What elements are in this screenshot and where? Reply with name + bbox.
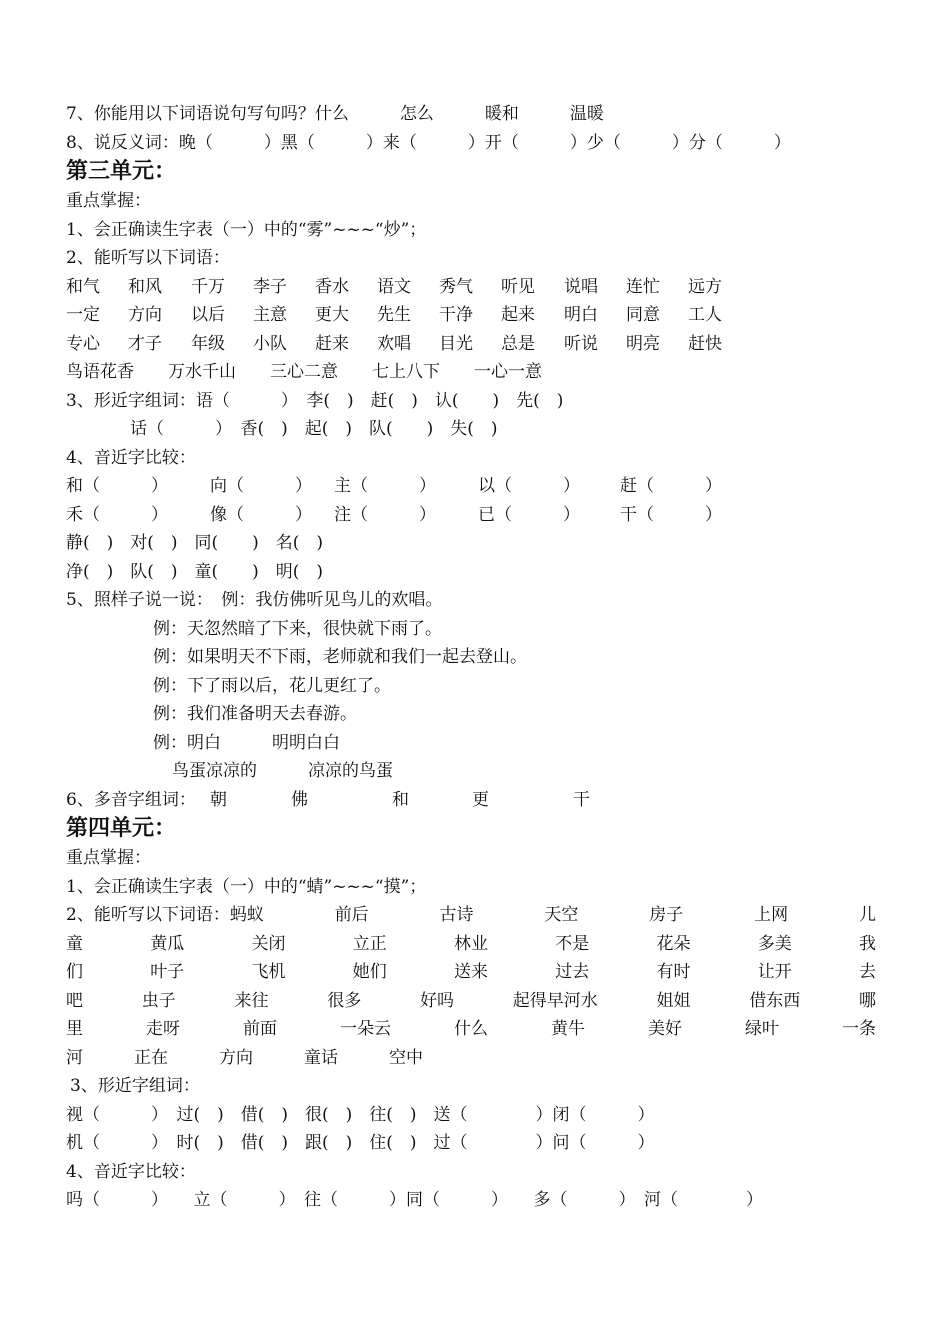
- compare-cell: 干（ ）: [620, 504, 722, 525]
- unit3-item1: 1、会正确读生字表（一）中的“雾”~~~“炒”；: [66, 219, 427, 240]
- unit3-item5: 5、照样子说一说： 例：我仿佛听见鸟儿的欢唱。: [66, 590, 443, 610]
- word: 让开: [757, 962, 792, 982]
- word: 明白: [564, 305, 598, 325]
- word: 天空: [544, 905, 579, 925]
- word: 主意: [253, 305, 287, 325]
- word: 欢唱: [377, 333, 411, 354]
- unit4-words-row3: [66, 958, 876, 987]
- unit3-item6: [66, 786, 876, 815]
- word: 香水: [315, 276, 349, 297]
- item6-label: 6、多音字组词：: [66, 789, 196, 810]
- word: 起来: [501, 305, 535, 325]
- word: 总是: [501, 333, 535, 354]
- unit3-words-row1: [66, 273, 876, 302]
- unit3-item4: 4、音近字比较：: [66, 447, 196, 468]
- word: 里: [66, 1019, 83, 1039]
- compare-cell: 像（ ）: [210, 504, 312, 525]
- unit4-focus: 重点掌握：: [66, 848, 151, 868]
- word: 一定: [66, 305, 100, 325]
- word: 2、能听写以下词语：蚂蚁: [66, 905, 264, 925]
- unit4-item3-row1: 视（ ） 过( ) 借( ) 很( ) 往( ) 送（ ）闭（ ）: [66, 1104, 655, 1125]
- word: 和风: [128, 276, 162, 297]
- unit3-example: 例：天忽然暗了下来，很快就下雨了。: [153, 618, 442, 639]
- unit3-example-last: 鸟蛋凉凉的 凉凉的鸟蛋: [172, 761, 393, 781]
- word: 听说: [564, 333, 598, 354]
- unit3-idioms: 鸟语花香 万水千山 三心二意 七上八下 一心一意: [66, 362, 542, 382]
- word: 秀气: [439, 276, 473, 297]
- word: 干净: [439, 305, 473, 325]
- word: 年级: [191, 333, 225, 354]
- word: 赶来: [315, 333, 349, 354]
- word: 李子: [253, 276, 287, 297]
- word: 飞机: [251, 962, 286, 982]
- word: 借东西: [749, 990, 801, 1011]
- unit3-example: 例：如果明天不下雨，老师就和我们一起去登山。: [153, 647, 527, 667]
- word: 小队: [253, 333, 287, 354]
- compare-cell: 以（ ）: [478, 476, 580, 496]
- word: 有时: [656, 962, 691, 982]
- word: 千万: [191, 276, 225, 297]
- unit4-item3-row2: 机（ ） 时( ) 借( ) 跟( ) 住( ) 过（ ）问（ ）: [66, 1133, 655, 1153]
- unit3-words-row3: [66, 330, 876, 359]
- word: 立正: [352, 933, 387, 954]
- unit4-item1: 1、会正确读生字表（一）中的“蜻”~~~“摸”；: [66, 876, 427, 897]
- unit3-example: 例：我们准备明天去春游。: [153, 704, 357, 724]
- word: 同意: [626, 305, 660, 325]
- word: 前面: [243, 1019, 277, 1039]
- word: 说唱: [564, 276, 598, 297]
- word: 绿叶: [745, 1019, 779, 1039]
- word: 前后: [334, 905, 369, 925]
- word: 走呀: [146, 1019, 180, 1039]
- unit3-item4-row3: 静( ) 对( ) 同( ) 名( ): [66, 533, 324, 553]
- unit3-example: 例：下了雨以后，花儿更红了。: [153, 675, 391, 696]
- compare-cell: 赶（ ）: [620, 476, 722, 496]
- unit4-item3: 3、形近字组词：: [70, 1076, 200, 1096]
- word: 花朵: [656, 933, 691, 954]
- word: 以后: [191, 305, 225, 325]
- unit4-title: 第四单元：: [66, 816, 177, 841]
- compare-cell: 向（ ）: [210, 476, 312, 496]
- polyphone-char: 佛: [291, 789, 308, 810]
- word: 和气: [66, 276, 100, 297]
- word: 听见: [501, 276, 535, 297]
- word: 语文: [377, 276, 411, 297]
- polyphone-char: 和: [392, 789, 409, 810]
- compare-cell: 和（ ）: [66, 476, 168, 496]
- polyphone-char: 朝: [210, 789, 227, 810]
- word: 什么: [454, 1019, 488, 1039]
- word: 先生: [377, 305, 411, 325]
- word: 古诗: [439, 905, 474, 925]
- unit4-words-row5: [66, 1015, 876, 1044]
- unit3-example: 例：明白 明明白白: [153, 732, 340, 753]
- word: 她们: [352, 962, 387, 982]
- word: 明亮: [626, 333, 660, 354]
- compare-cell: 主（ ）: [334, 476, 436, 496]
- word: 一条: [842, 1019, 876, 1039]
- word: 专心: [66, 333, 100, 354]
- word: 工人: [688, 305, 722, 325]
- unit4-words-last: 河 正在 方向 童话 空中: [66, 1047, 423, 1068]
- unit3-item2: 2、能听写以下词语：: [66, 248, 230, 268]
- word: 来往: [234, 990, 269, 1011]
- word: 好吗: [420, 990, 454, 1011]
- word: 过去: [555, 962, 590, 982]
- word: 不是: [555, 933, 590, 954]
- word: 目光: [439, 333, 473, 354]
- question-8: 8、说反义词：晚（ ）黑（ ）来（ ）开（ ）少（ ）分（ ）: [66, 132, 791, 153]
- polyphone-char: 更: [472, 789, 489, 810]
- word: 哪: [859, 990, 876, 1011]
- word: 虫子: [141, 990, 176, 1011]
- word: 林业: [454, 933, 488, 954]
- word: 儿: [858, 905, 876, 925]
- word: 吧: [66, 990, 83, 1011]
- word: 连忙: [626, 276, 660, 297]
- word: 房子: [649, 905, 684, 925]
- unit3-title: 第三单元：: [66, 159, 177, 184]
- word: 美好: [648, 1019, 682, 1039]
- unit3-item3-row1: 3、形近字组词：语（ ） 李( ) 赶( ) 认( ) 先( ): [66, 390, 564, 411]
- unit3-item4-row4: 净( ) 队( ) 童( ) 明( ): [66, 561, 324, 582]
- compare-cell: 注（ ）: [334, 504, 436, 525]
- word: 更大: [315, 305, 349, 325]
- word: 黄牛: [551, 1019, 585, 1039]
- unit4-words-row1: [66, 901, 876, 930]
- word: 方向: [128, 305, 162, 325]
- unit4-item4: 4、音近字比较：: [66, 1161, 196, 1182]
- word: 叶子: [150, 962, 185, 982]
- compare-cell: 已（ ）: [478, 504, 580, 525]
- unit3-words-row2: [66, 301, 876, 330]
- unit3-item4-row2: [66, 501, 876, 530]
- word: 童: [66, 933, 83, 954]
- unit4-words-row4: [66, 987, 876, 1016]
- word: 赶快: [688, 333, 722, 354]
- word: 才子: [128, 333, 162, 354]
- word: 一朵云: [340, 1019, 391, 1039]
- word: 们: [66, 962, 83, 982]
- polyphone-char: 干: [573, 789, 590, 810]
- word: 很多: [327, 990, 362, 1011]
- word: 我: [859, 933, 876, 954]
- unit3-focus: 重点掌握：: [66, 191, 151, 211]
- document-page: [66, 100, 876, 1215]
- unit4-words-row2: [66, 930, 876, 959]
- word: 黄瓜: [150, 933, 185, 954]
- word: 多美: [757, 933, 792, 954]
- compare-cell: 禾（ ）: [66, 504, 168, 525]
- word: 送来: [454, 962, 488, 982]
- word: 上网: [754, 905, 789, 925]
- word: 起得早河水: [512, 990, 598, 1011]
- question-7: 7、你能用以下词语说句写句吗？什么 怎么 暖和 温暖: [66, 104, 604, 124]
- unit3-item3-row2: 话（ ） 香( ) 起( ) 队( ) 失( ): [130, 419, 498, 439]
- word: 姐姐: [656, 990, 691, 1011]
- word: 去: [859, 962, 876, 982]
- unit3-item4-row1: [66, 472, 876, 501]
- word: 远方: [688, 276, 722, 297]
- word: 关闭: [251, 933, 286, 954]
- unit4-item4-row1: 吗（ ） 立（ ） 往（ ）同（ ） 多（ ） 河（ ）: [66, 1190, 763, 1210]
